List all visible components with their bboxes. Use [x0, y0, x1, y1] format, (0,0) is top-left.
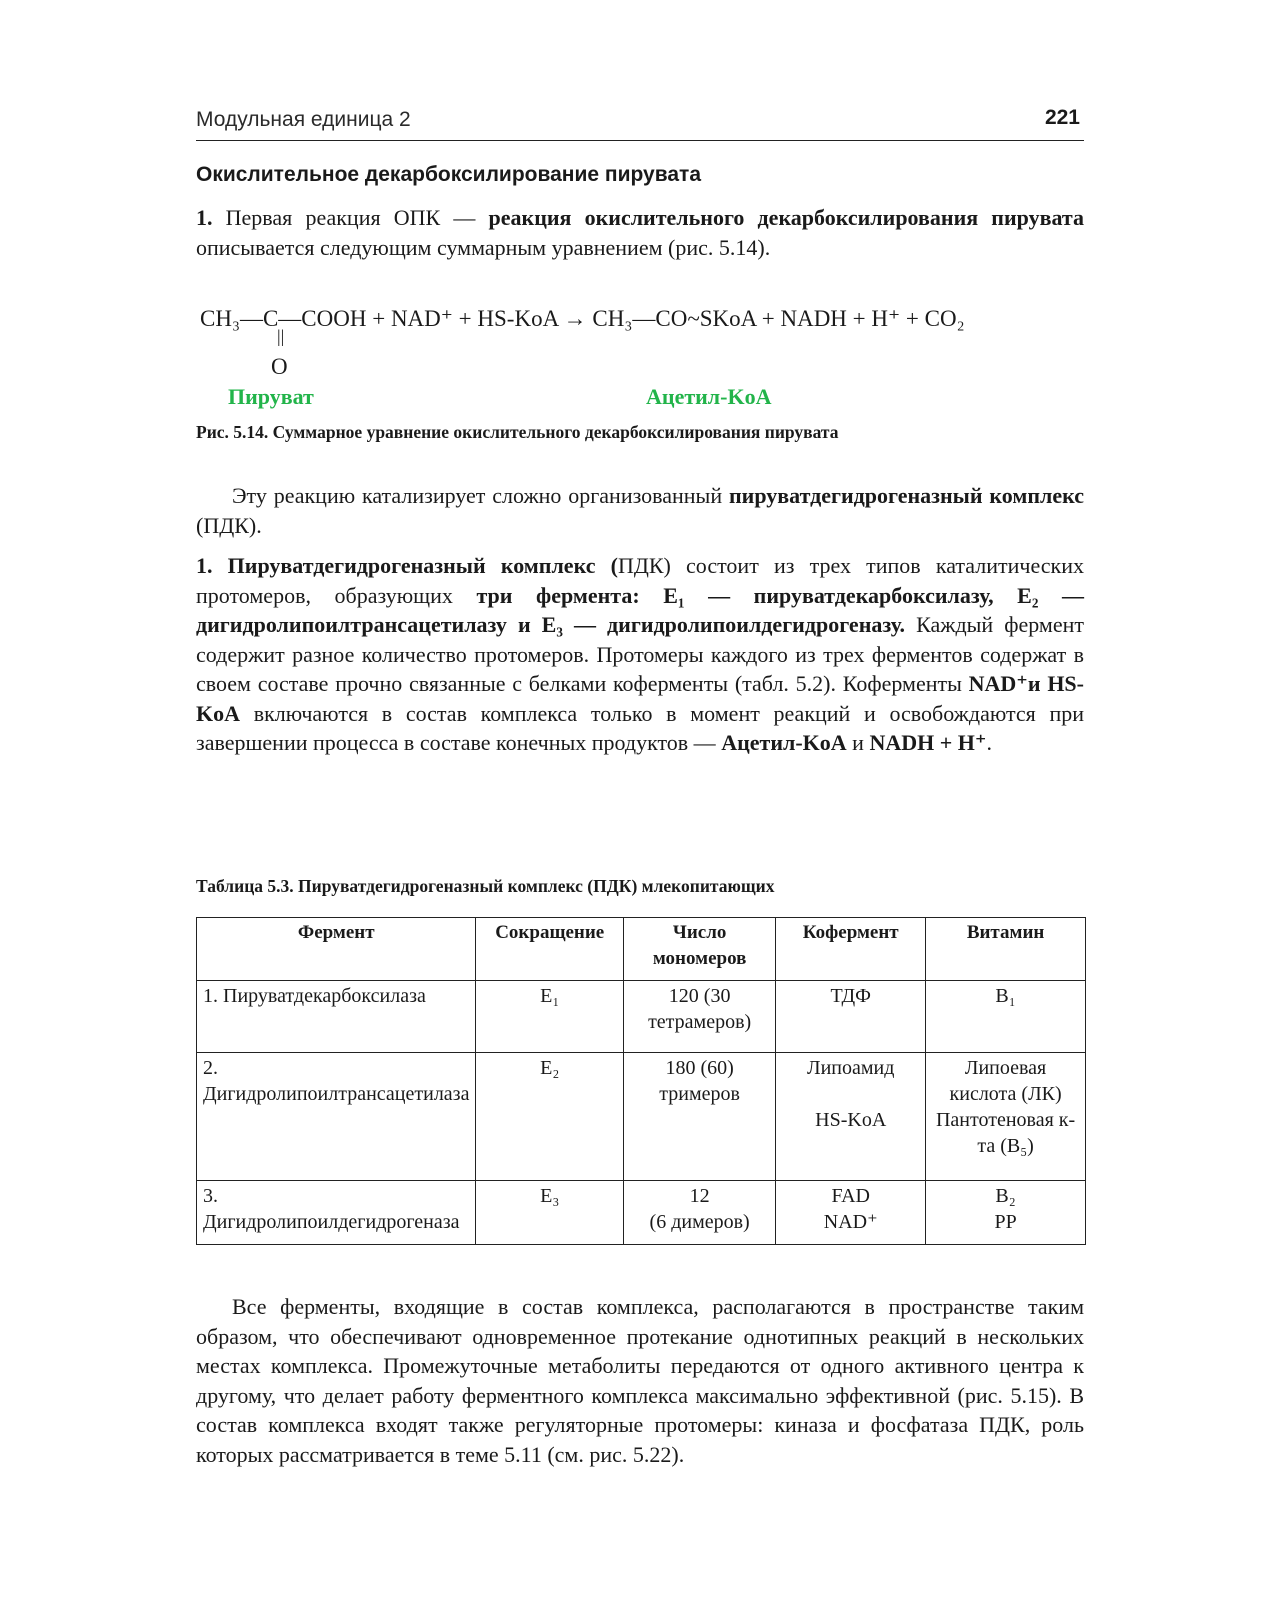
paragraph-2-bold: пируватдегидрогеназный комплекс [728, 483, 1084, 508]
coenzyme-line: HS-KoA [815, 1109, 887, 1131]
column-header: Витамин [926, 918, 1086, 981]
paragraph-3-text-d: и [846, 730, 870, 755]
table-row [197, 981, 1086, 1053]
figure-caption: Рис. 5.14. Суммарное уравнение окислительного декарбоксилирования пирувата [196, 422, 839, 442]
vitamin-cell [926, 1053, 1086, 1181]
reaction-equation: CH₃—C—COOH + NAD⁺ + HS-KoA → CH₃—CO~SKoA + NADH + H⁺ + CO₂ [200, 306, 965, 331]
paragraph-2 [196, 481, 1084, 540]
coenzyme-line: Липоамид [807, 1057, 895, 1079]
monomers-cell: 180 (60) тримеров [623, 1053, 775, 1181]
paragraph-3-text-b: Каждый фермент содержит разное количество протомеров. Протомеры каждого из трех ферментов содержат в своем составе прочно связанные с белками коферменты (табл. 5.2). Коферменты [196, 612, 1084, 696]
section-title: Окислительное декарбоксилирование пирувата [196, 163, 701, 186]
abbreviation-cell: E₂ [476, 1053, 624, 1181]
vitamin-line: PP [994, 1211, 1017, 1233]
oxygen-atom: O [271, 354, 288, 379]
vitamin-line: B₂ [995, 1185, 1016, 1207]
column-header: Фермент [197, 918, 476, 981]
enzyme-cell: 3. Дигидролипоилдегидрогеназа [197, 1181, 476, 1245]
paragraph-1-bold-a: реакция окислительного декарбоксилирования пирувата [488, 205, 1084, 230]
paragraph-1-text-b: описывается следующим суммарным уравнением (рис. 5.14). [196, 234, 771, 260]
paragraph-2-text-b: (ПДК). [196, 512, 262, 538]
vitamin-cell [926, 1181, 1086, 1245]
table-row [197, 1053, 1086, 1181]
table-caption: Таблица 5.3. Пируватдегидрогеназный комплекс (ПДК) млекопитающих [196, 876, 775, 896]
column-header: Кофермент [776, 918, 926, 981]
paragraph-2-text-a: Эту реакцию катализирует сложно организованный [232, 483, 729, 508]
monomers-cell: 120 (30 тетрамеров) [623, 981, 775, 1053]
paragraph-3-bold-e: NADH + H⁺ [869, 730, 987, 755]
enzyme-cell: 1. Пируватдекарбоксилаза [197, 981, 476, 1053]
vitamin-cell: B₁ [926, 981, 1086, 1053]
paragraph-3-bold-d: Ацетил-KoA [721, 730, 847, 755]
paragraph-3-text-e: . [986, 730, 992, 755]
table-header-row [197, 918, 1086, 981]
paragraph-4: Все ферменты, входящие в состав комплекса, располагаются в пространстве таким образом, что обеспечивают одновременное протекание однотипных реакций в нескольких местах комплекса. Промежуточные метаболиты передаются от одного активного центра к другому, что делает работу ферментного комплекса максимально эффективной (рис. 5.15). В состав комплекса входят также регуляторные протомеры: киназа и фосфатаза ПДК, роль которых рассматривается в теме 5.11 (см. рис. 5.22). [196, 1294, 1084, 1467]
pyruvate-label: Пируват [228, 384, 314, 409]
running-header [196, 104, 1084, 141]
coenzyme-cell [776, 1053, 926, 1181]
vitamin-line: Пантотеновая к-та (B₅) [935, 1109, 1076, 1157]
coenzyme-cell: ТДФ [776, 981, 926, 1053]
paragraph-1 [196, 203, 1084, 262]
paragraph-3-text-a: ПДК) состоит из трех типов каталитических протомеров, образующих [196, 553, 1084, 608]
column-header: Сокращение [476, 918, 624, 981]
paragraph-3-bold-b: три фермента: E₁ — пируватдекарбоксилазу, E₂ — дигидролипоилтрансацетилазу и E₃ — дигидролипоилдегидрогеназу. [196, 582, 1084, 637]
vitamin-line: Липоевая кислота (ЛК) [949, 1057, 1062, 1105]
page-number: 221 [1044, 106, 1080, 129]
abbreviation-cell: E₁ [476, 981, 624, 1053]
paragraph-1-text-a: Первая реакция ОПК — [212, 205, 489, 230]
column-header: Число мономеров [623, 918, 775, 981]
paragraph-3-bold-a: 1. Пируватдегидрогеназный комплекс ( [196, 553, 618, 578]
running-header-title: Модульная единица 2 [196, 108, 411, 131]
paragraph-1-number: 1. [196, 205, 213, 230]
coenzyme-cell [776, 1181, 926, 1245]
coenzyme-line: NAD⁺ [823, 1211, 878, 1233]
coenzyme-line: FAD [831, 1185, 870, 1207]
acetyl-coa-label: Ацетил-KoA [646, 384, 772, 409]
enzyme-table [196, 917, 1086, 1245]
paragraph-3 [196, 551, 1084, 758]
double-bond: || [277, 326, 285, 346]
paragraph-3-text-c: включаются в состав комплекса только в момент реакций и освобождаются при завершении процесса в составе конечных продуктов — [196, 700, 1084, 755]
enzyme-cell: 2. Дигидролипоилтрансацетилаза [197, 1053, 476, 1181]
monomers-line: 12 [689, 1185, 710, 1207]
table-row [197, 1181, 1086, 1245]
abbreviation-cell: E₃ [476, 1181, 624, 1245]
monomers-line: (6 димеров) [649, 1211, 750, 1233]
paragraph-3-bold-c: NAD⁺и HS-KoA [196, 671, 1084, 726]
monomers-cell [623, 1181, 775, 1245]
